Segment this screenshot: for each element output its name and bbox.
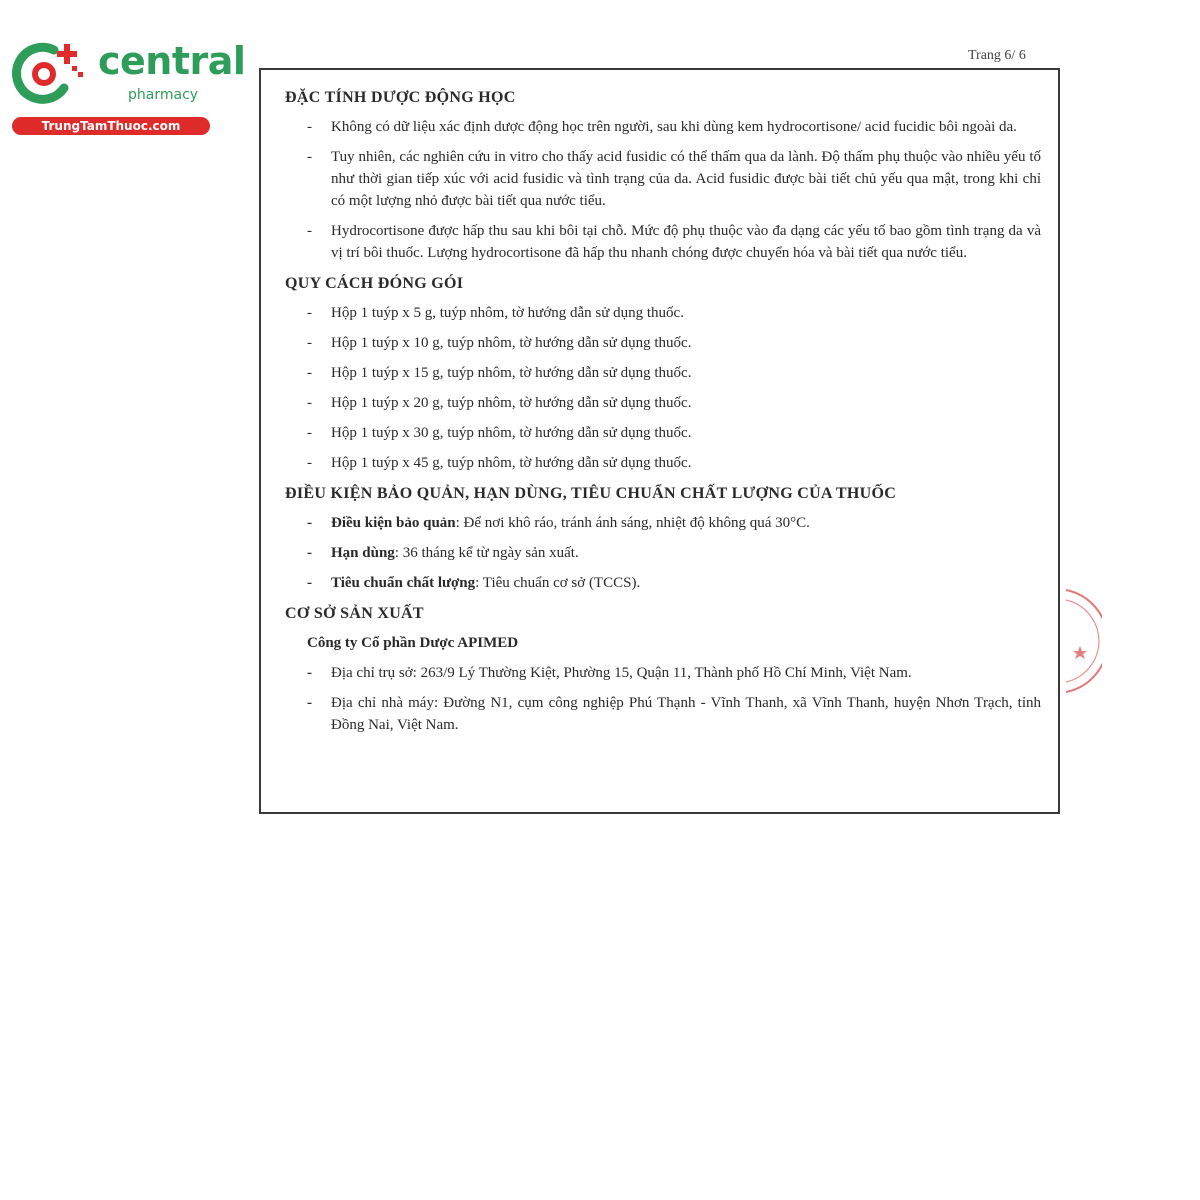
manufacturer-list bbox=[285, 662, 1041, 736]
list-item: - Hộp 1 tuýp x 30 g, tuýp nhôm, tờ hướng dẫn sử dụng thuốc. bbox=[285, 422, 1041, 444]
section-title-manufacturer: CƠ SỞ SẢN XUẤT bbox=[285, 605, 424, 622]
shelf-life-label: Hạn dùng bbox=[331, 545, 395, 561]
brand-website-bar: TrungTamThuoc.com bbox=[12, 117, 210, 135]
list-item: - Tuy nhiên, các nghiên cứu in vitro cho thấy acid fusidic có thể thấm qua da lành. Độ thấm phụ thuộc vào nhiều yếu tố như thời gian tiếp xúc với acid fusidic và tình trạng của da. Acid fusidic được bài tiết chủ yếu qua mật, trong khi chỉ có một lượng nhỏ được bài tiết qua nước tiểu. bbox=[285, 146, 1041, 212]
page-number: Trang 6/ 6 bbox=[968, 48, 1026, 63]
brand-name: central bbox=[98, 39, 246, 83]
brand-subtitle: pharmacy bbox=[128, 87, 199, 103]
list-item: - Hộp 1 tuýp x 20 g, tuýp nhôm, tờ hướng dẫn sử dụng thuốc. bbox=[285, 392, 1041, 414]
document-frame bbox=[259, 68, 1060, 814]
packaging-list bbox=[285, 302, 1041, 474]
list-item: - Không có dữ liệu xác định dược động học trên người, sau khi dùng kem hydrocortisone/ acid fucidic bôi ngoài da. bbox=[285, 116, 1041, 138]
list-item bbox=[285, 542, 1041, 564]
central-pharmacy-logo bbox=[10, 36, 246, 136]
document-content bbox=[285, 88, 1041, 736]
quality-standard-value: : Tiêu chuẩn cơ sở (TCCS). bbox=[475, 575, 641, 591]
section-title-packaging: QUY CÁCH ĐÓNG GÓI bbox=[285, 275, 464, 292]
list-item: - Địa chỉ nhà máy: Đường N1, cụm công nghiệp Phú Thạnh - Vĩnh Thanh, xã Vĩnh Thanh, huyện Nhơn Trạch, tỉnh Đồng Nai, Việt Nam. bbox=[285, 692, 1041, 736]
list-item: - Hộp 1 tuýp x 10 g, tuýp nhôm, tờ hướng dẫn sử dụng thuốc. bbox=[285, 332, 1041, 354]
list-item bbox=[285, 512, 1041, 534]
red-stamp-icon bbox=[1062, 586, 1102, 696]
list-item: - Địa chỉ trụ sở: 263/9 Lý Thường Kiệt, Phường 15, Quận 11, Thành phố Hồ Chí Minh, Việt Nam. bbox=[285, 662, 1041, 684]
section-title-storage: ĐIỀU KIỆN BẢO QUẢN, HẠN DÙNG, TIÊU CHUẨN CHẤT LƯỢNG CỦA THUỐC bbox=[285, 485, 897, 502]
storage-label: Điều kiện bảo quản bbox=[331, 515, 456, 531]
list-item: - Hộp 1 tuýp x 15 g, tuýp nhôm, tờ hướng dẫn sử dụng thuốc. bbox=[285, 362, 1041, 384]
company-name: Công ty Cổ phần Dược APIMED bbox=[307, 635, 519, 651]
list-item: - Hộp 1 tuýp x 5 g, tuýp nhôm, tờ hướng dẫn sử dụng thuốc. bbox=[285, 302, 1041, 324]
shelf-life-value: : 36 tháng kể từ ngày sản xuất. bbox=[394, 545, 579, 561]
list-item bbox=[285, 572, 1041, 594]
list-item: - Hộp 1 tuýp x 45 g, tuýp nhôm, tờ hướng dẫn sử dụng thuốc. bbox=[285, 452, 1041, 474]
pharmacokinetics-list bbox=[285, 116, 1041, 264]
list-item: - Hydrocortisone được hấp thu sau khi bôi tại chỗ. Mức độ phụ thuộc vào đa dạng các yếu tố bao gồm tình trạng da và vị trí bôi thuốc. Lượng hydrocortisone đã hấp thu nhanh chóng được chuyển hóa và bài tiết qua nước tiểu. bbox=[285, 220, 1041, 264]
storage-list bbox=[285, 512, 1041, 594]
pharmacy-cross-logo-icon bbox=[10, 40, 90, 104]
storage-value: : Để nơi khô ráo, tránh ánh sáng, nhiệt độ không quá 30°C. bbox=[455, 515, 810, 531]
section-title-pharmacokinetics: ĐẶC TÍNH DƯỢC ĐỘNG HỌC bbox=[285, 89, 516, 106]
quality-standard-label: Tiêu chuẩn chất lượng bbox=[331, 575, 476, 591]
